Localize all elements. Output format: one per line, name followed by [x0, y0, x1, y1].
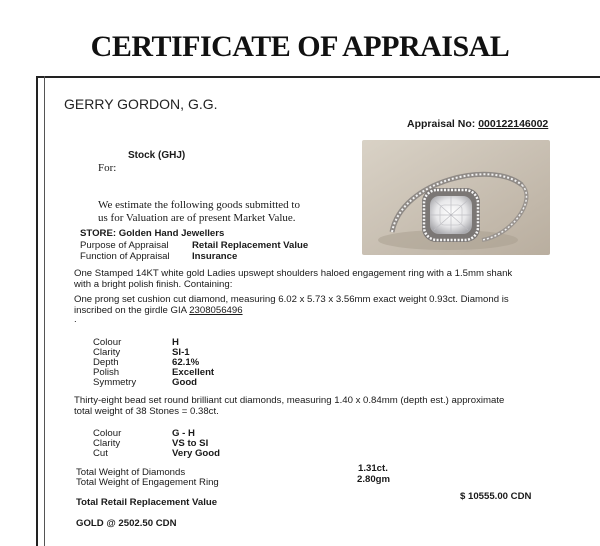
total-diamonds-label: Total Weight of Diamonds: [76, 467, 186, 478]
center-stone-description-line-2: [74, 305, 243, 316]
stock-code: Stock (GHJ): [128, 150, 186, 161]
intro-line-1: We estimate the following goods submitted to: [98, 199, 300, 211]
center-spec-label: Colour: [93, 337, 122, 348]
side-spec-label: Clarity: [93, 438, 121, 449]
total-retail-label: Total Retail Replacement Value: [76, 497, 218, 508]
center-spec-value: H: [172, 337, 179, 348]
separator-dot: .: [74, 314, 77, 325]
function-value: Insurance: [192, 251, 238, 262]
left-border-rule: [36, 76, 38, 546]
center-spec-value: 62.1%: [172, 357, 200, 368]
total-ring-weight-label: Total Weight of Engagement Ring: [76, 477, 219, 488]
ring-photo-icon: [362, 140, 550, 255]
side-spec-value: G - H: [172, 428, 195, 439]
side-spec-label: Cut: [93, 448, 108, 459]
side-spec-value: Very Good: [172, 448, 220, 459]
center-spec-label: Clarity: [93, 347, 121, 358]
purpose-value: Retail Replacement Value: [192, 240, 309, 251]
total-ring-weight-value: 2.80gm: [357, 474, 391, 485]
ring-photo: [362, 140, 550, 255]
center-spec-label: Polish: [93, 367, 120, 378]
store-name: STORE: Golden Hand Jewellers: [80, 228, 225, 239]
top-border-rule: [36, 76, 600, 78]
appraisal-number-value: 000122146002: [478, 118, 549, 130]
left-inner-rule: [44, 76, 45, 546]
intro-line-2: us for Valuation are of present Market Value.: [98, 212, 296, 224]
item-description-line-2: with a bright polish finish. Containing:: [74, 279, 233, 290]
gold-price: GOLD @ 2502.50 CDN: [76, 518, 177, 529]
total-diamonds-value: 1.31ct.: [358, 463, 388, 474]
for-label: For:: [98, 162, 117, 174]
center-spec-value: SI-1: [172, 347, 190, 358]
center-spec-value: Excellent: [172, 367, 215, 378]
side-stones-description-line-2: total weight of 38 Stones = 0.38ct.: [74, 406, 219, 417]
center-spec-value: Good: [172, 377, 198, 388]
appraiser-name: GERRY GORDON, G.G.: [64, 96, 218, 112]
item-description-line-1: One Stamped 14KT white gold Ladies upswept shoulders haloed engagement ring with a 1.5mm shank: [74, 268, 513, 279]
purpose-label: Purpose of Appraisal: [80, 240, 169, 251]
total-retail-value: $ 10555.00 CDN: [460, 491, 532, 502]
center-spec-label: Depth: [93, 357, 119, 368]
side-spec-label: Colour: [93, 428, 122, 439]
center-stone-description-line-1: One prong set cushion cut diamond, measuring 6.02 x 5.73 x 3.56mm exact weight 0.93ct. Diamond is: [74, 294, 509, 305]
gia-number: 2308056496: [189, 305, 243, 316]
function-label: Function of Appraisal: [80, 251, 170, 262]
appraisal-number-label: Appraisal No:: [407, 118, 476, 130]
side-spec-value: VS to SI: [172, 438, 209, 449]
appraisal-number: [407, 118, 548, 130]
center-spec-label: Symmetry: [93, 377, 137, 388]
gia-inscription-label: inscribed on the girdle GIA: [74, 305, 190, 316]
certificate-title: CERTIFICATE OF APPRAISAL: [90, 30, 510, 63]
side-stones-description-line-1: Thirty-eight bead set round brilliant cut diamonds, measuring 1.40 x 0.84mm (depth est.) approximate: [74, 395, 505, 406]
